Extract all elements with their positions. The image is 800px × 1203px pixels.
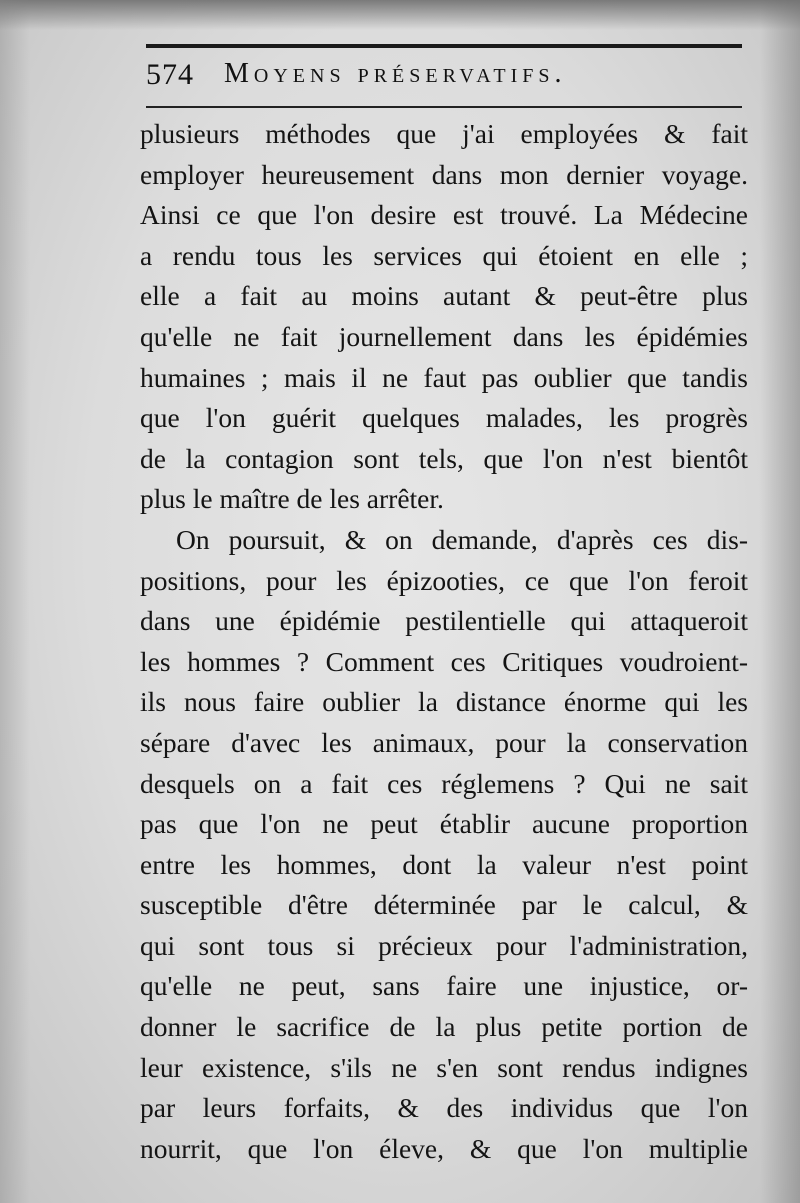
text-line: qu'elle ne fait journellement dans les épidémies [140, 320, 748, 352]
text-line: par leurs forfaits, & des individus que l'on [140, 1092, 748, 1124]
page-top-shadow [0, 0, 800, 30]
text-line: que l'on guérit quelques malades, les progrès [140, 402, 748, 434]
text-line: humaines ; mais il ne faut pas oublier que tandis [140, 361, 748, 393]
text-line: susceptible d'être déterminée par le calcul, & [140, 889, 748, 921]
header-bottom-rule [146, 106, 742, 108]
text-line: de la contagion sont tels, que l'on n'est bientôt [140, 442, 748, 474]
text-line: sépare d'avec les animaux, pour la conservation [140, 726, 748, 758]
text-line: dans une épidémie pestilentielle qui attaqueroit [140, 605, 748, 637]
text-line: donner le sacrifice de la plus petite portion de [140, 1011, 748, 1043]
page-left-shadow [0, 0, 30, 1203]
page-right-shadow [760, 0, 800, 1203]
paragraph-last-line: plus le maître de les arrêter. [140, 483, 444, 515]
text-line: Ainsi ce que l'on desire est trouvé. La Médecine [140, 199, 748, 231]
text-line: qui sont tous si précieux pour l'administration, [140, 929, 748, 961]
header-top-rule [146, 44, 742, 48]
text-line: leur existence, s'ils ne s'en sont rendus indignes [140, 1051, 748, 1083]
running-head [146, 54, 742, 94]
text-line: nourrit, que l'on éleve, & que l'on multiplie [140, 1132, 748, 1164]
text-line: plusieurs méthodes que j'ai employées & fait [140, 118, 748, 149]
text-line: a rendu tous les services qui étoient en elle ; [140, 239, 748, 271]
running-title: Moyens préservatifs. [224, 58, 567, 89]
page-number: 574 [146, 58, 194, 91]
text-line: entre les hommes, dont la valeur n'est point [140, 848, 748, 880]
text-line: employer heureusement dans mon dernier voyage. [140, 158, 748, 190]
paragraph-first-line: On poursuit, & on demande, d'après ces dis- [176, 523, 748, 555]
text-line: desquels on a fait ces réglemens ? Qui ne sait [140, 767, 748, 799]
text-line: les hommes ? Comment ces Critiques voudroient- [140, 645, 748, 677]
body-text [140, 114, 748, 1169]
text-line: positions, pour les épizooties, ce que l'on feroit [140, 564, 748, 596]
text-line: qu'elle ne peut, sans faire une injustice, or- [140, 970, 748, 1002]
text-line: ils nous faire oublier la distance énorme qui les [140, 686, 748, 718]
text-line: elle a fait au moins autant & peut-être plus [140, 280, 748, 312]
text-line: pas que l'on ne peut établir aucune proportion [140, 808, 748, 840]
